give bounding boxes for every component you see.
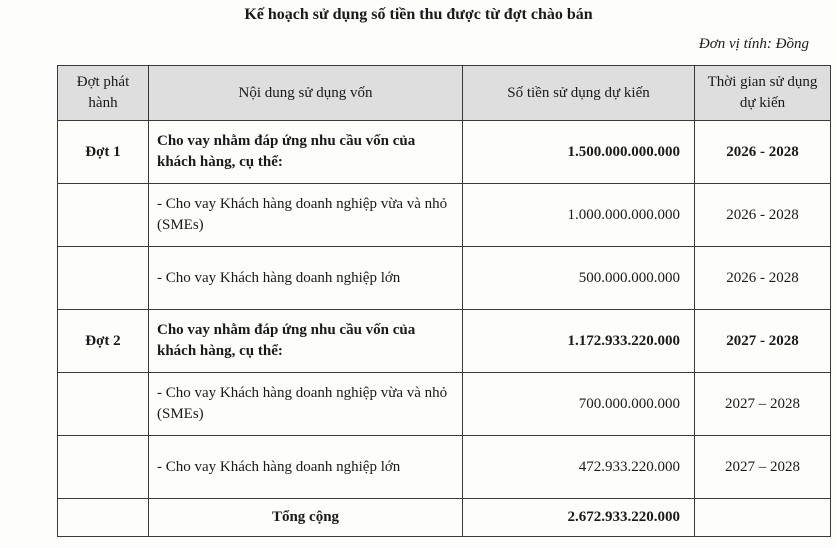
phase-cell: Đợt 1 [58, 121, 149, 184]
content-cell: Cho vay nhằm đáp ứng nhu cầu vốn của khách hàng, cụ thể: [149, 121, 463, 184]
amount-cell: 1.500.000.000.000 [463, 121, 695, 184]
phase-cell: Đợt 2 [58, 310, 149, 373]
header-phase: Đợt phát hành [58, 66, 149, 121]
amount-cell: 472.933.220.000 [463, 436, 695, 499]
period-cell: 2026 - 2028 [695, 247, 831, 310]
table-row [58, 373, 831, 436]
content-cell: Cho vay nhằm đáp ứng nhu cầu vốn của khách hàng, cụ thể: [149, 310, 463, 373]
unit-note: Đơn vị tính: Đồng [698, 36, 809, 52]
period-cell: 2027 – 2028 [695, 373, 831, 436]
phase-cell [58, 247, 149, 310]
amount-cell: 1.000.000.000.000 [463, 184, 695, 247]
period-cell: 2026 - 2028 [695, 184, 831, 247]
document-title: Kế hoạch sử dụng số tiền thu được từ đợt chào bán [244, 6, 593, 23]
total-period [695, 499, 831, 537]
content-cell: - Cho vay Khách hàng doanh nghiệp lớn [149, 247, 463, 310]
table-row [58, 184, 831, 247]
header-content: Nội dung sử dụng vốn [149, 66, 463, 121]
amount-cell: 700.000.000.000 [463, 373, 695, 436]
phase-cell [58, 436, 149, 499]
content-cell: - Cho vay Khách hàng doanh nghiệp vừa và nhỏ (SMEs) [149, 184, 463, 247]
header-period: Thời gian sử dụng dự kiến [695, 66, 831, 121]
period-cell: 2026 - 2028 [695, 121, 831, 184]
table-row [58, 436, 831, 499]
amount-cell: 500.000.000.000 [463, 247, 695, 310]
table-row [58, 310, 831, 373]
header-amount: Số tiền sử dụng dự kiến [463, 66, 695, 121]
total-row [58, 499, 831, 537]
capital-usage-table [57, 65, 831, 537]
table-row [58, 247, 831, 310]
table-row [58, 121, 831, 184]
phase-cell [58, 184, 149, 247]
total-label: Tổng cộng [149, 499, 463, 537]
total-phase-cell [58, 499, 149, 537]
total-amount: 2.672.933.220.000 [463, 499, 695, 537]
phase-cell [58, 373, 149, 436]
content-cell: - Cho vay Khách hàng doanh nghiệp lớn [149, 436, 463, 499]
content-cell: - Cho vay Khách hàng doanh nghiệp vừa và nhỏ (SMEs) [149, 373, 463, 436]
period-cell: 2027 - 2028 [695, 310, 831, 373]
period-cell: 2027 – 2028 [695, 436, 831, 499]
amount-cell: 1.172.933.220.000 [463, 310, 695, 373]
table-header-row [58, 66, 831, 121]
